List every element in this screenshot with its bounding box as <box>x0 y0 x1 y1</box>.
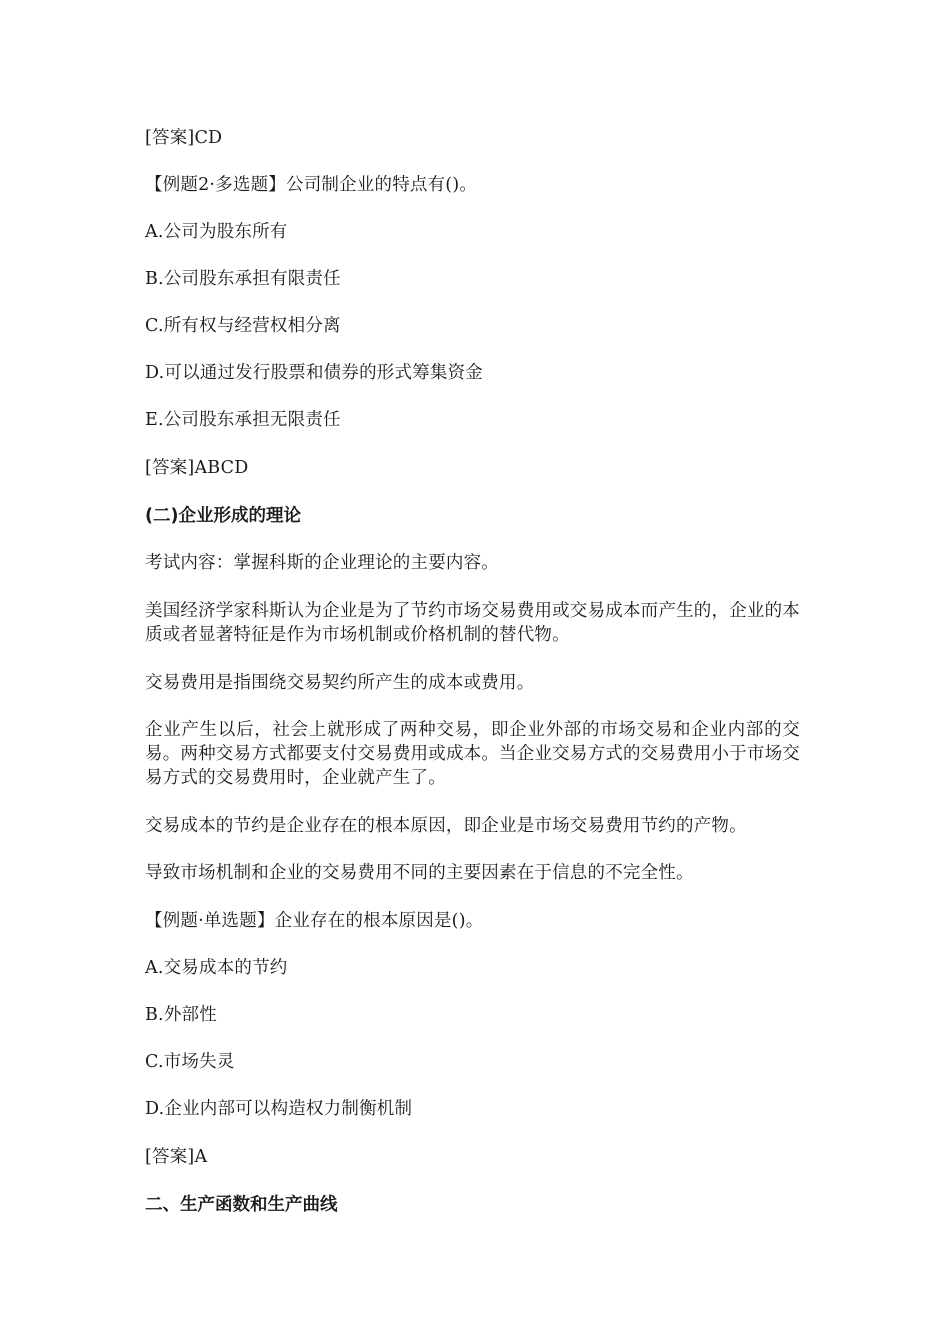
section-heading: (二)企业形成的理论 <box>145 506 301 526</box>
section-heading: 二、生产函数和生产曲线 <box>145 1195 338 1215</box>
option-b: B.公司股东承担有限责任 <box>145 269 341 289</box>
answer-line: [答案]ABCD <box>145 458 249 478</box>
paragraph-two-transactions: 企业产生以后，社会上就形成了两种交易，即企业外部的市场交易和企业内部的交易。两种交易方式都要支付交易费用或成本。当企业交易方式的交易费用小于市场交易方式的交易费用时，企业就产生了。 <box>145 720 800 788</box>
option-d: D.企业内部可以构造权力制衡机制 <box>145 1099 413 1119</box>
example-question: 【例题2·多选题】公司制企业的特点有()。 <box>145 175 478 195</box>
paragraph-coase: 美国经济学家科斯认为企业是为了节约市场交易费用或交易成本而产生的，企业的本质或者显著特征是作为市场机制或价格机制的替代物。 <box>145 601 800 645</box>
option-c: C.市场失灵 <box>145 1052 235 1072</box>
example-question: 【例题·单选题】企业存在的根本原因是()。 <box>145 911 484 931</box>
option-b: B.外部性 <box>145 1005 217 1025</box>
answer-line: [答案]A <box>145 1147 208 1167</box>
paragraph-information: 导致市场机制和企业的交易费用不同的主要因素在于信息的不完全性。 <box>145 863 694 883</box>
answer-line: [答案]CD <box>145 128 223 148</box>
paragraph-transaction-cost: 交易费用是指围绕交易契约所产生的成本或费用。 <box>145 673 535 693</box>
option-d: D.可以通过发行股票和债券的形式筹集资金 <box>145 363 483 383</box>
option-a: A.公司为股东所有 <box>145 222 288 242</box>
paragraph-root-cause: 交易成本的节约是企业存在的根本原因，即企业是市场交易费用节约的产物。 <box>145 816 747 836</box>
option-c: C.所有权与经营权相分离 <box>145 316 341 336</box>
option-e: E.公司股东承担无限责任 <box>145 410 341 430</box>
option-a: A.交易成本的节约 <box>145 958 288 978</box>
exam-content: 考试内容：掌握科斯的企业理论的主要内容。 <box>145 553 499 573</box>
